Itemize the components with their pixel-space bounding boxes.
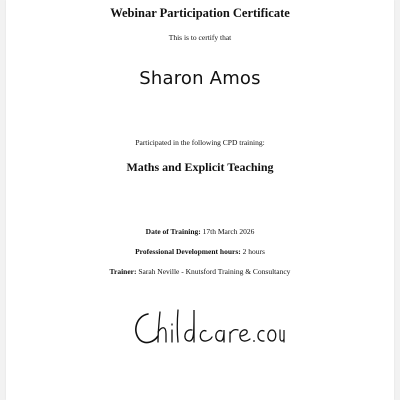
childcare-signature-logo [126,302,286,352]
training-date-value: 17th March 2026 [202,227,255,236]
trainer-label: Trainer: [109,267,137,276]
trainer-value: Sarah Neville - Knutsford Training & Consultancy [138,267,291,276]
course-title: Maths and Explicit Teaching [126,160,274,174]
participated-text: Participated in the following CPD training: [135,138,265,147]
training-date-label: Date of Training: [145,227,201,236]
trainer [6,267,394,276]
recipient-name: Sharon Amos [139,68,261,89]
certificate-page [6,0,394,400]
development-hours [6,247,394,256]
development-hours-value: 2 hours [242,247,265,256]
certify-text: This is to certify that [168,33,232,42]
training-date [6,227,394,236]
development-hours-label: Professional Development hours: [135,247,241,256]
certificate-title: Webinar Participation Certificate [110,6,290,20]
